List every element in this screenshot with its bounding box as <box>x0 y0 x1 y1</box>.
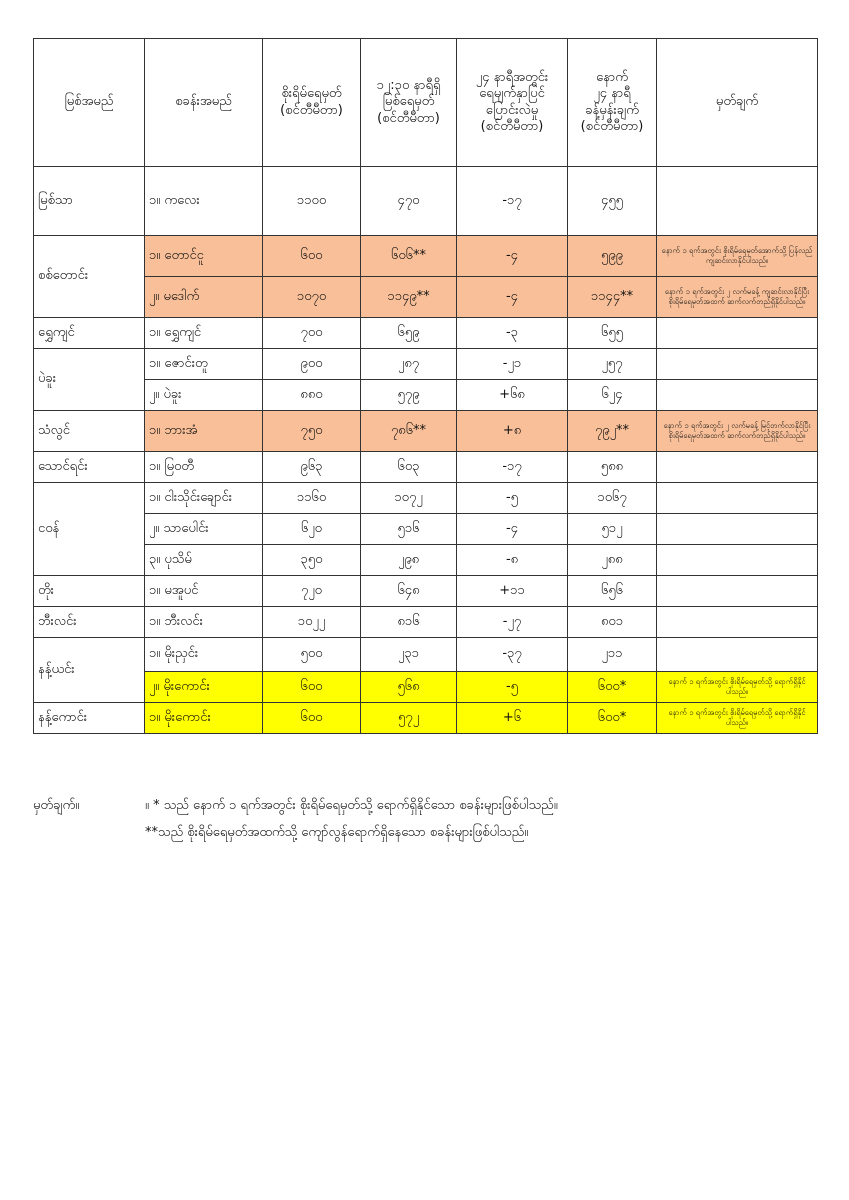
river-name-cell: သံလွင် <box>34 411 145 452</box>
change-cell: -၄ <box>457 514 568 545</box>
note-double-star: **သည် စိုးရိမ်ရေမှတ်အထက်သို့ ကျော်လွန်ရောက်ရှိနေသော စခန်းများဖြစ်ပါသည်။ <box>145 825 529 840</box>
table-row <box>34 318 818 349</box>
river-name-cell: နန့်ယင်း <box>34 638 145 703</box>
current-level-cell: ၄၇၀ <box>361 167 457 236</box>
forecast-cell: ၁၁၄၄** <box>568 277 657 318</box>
remark-cell <box>657 318 818 349</box>
danger-level-cell: ၆၂၀ <box>263 514 361 545</box>
change-cell: -၃ <box>457 318 568 349</box>
header-line: စိုးရိမ်ရေမှတ် <box>281 86 342 102</box>
header-line: စခန်းအမည် <box>175 94 232 110</box>
change-cell: -၅ <box>457 672 568 703</box>
station-name-cell: ၁။ ဇောင်းတူ <box>145 349 263 380</box>
table-row <box>34 703 818 734</box>
station-name-cell: ၂။ မဒေါက် <box>145 277 263 318</box>
table-row <box>34 167 818 236</box>
change-cell: -၂၁ <box>457 349 568 380</box>
forecast-cell: ၆၂၄ <box>568 380 657 411</box>
danger-level-cell: ၉၀၀ <box>263 349 361 380</box>
danger-level-cell: ၅၀၀ <box>263 638 361 672</box>
table-row <box>34 638 818 672</box>
header-line: (စင်တီမီတာ) <box>480 118 544 134</box>
header-line: ၂၄ နာရီအတွင်း <box>475 70 549 85</box>
station-name-cell: ၂။ ပဲခူး <box>145 380 263 411</box>
current-level-cell: ၅၇၂ <box>361 703 457 734</box>
river-name-cell: ပဲခူး <box>34 349 145 411</box>
table-row <box>34 607 818 638</box>
forecast-cell: ၄၅၅ <box>568 167 657 236</box>
station-name-cell: ၁။ တောင်ငူ <box>145 236 263 277</box>
forecast-cell: ၅၈၈ <box>568 452 657 483</box>
forecast-cell: ၅၁၂ <box>568 514 657 545</box>
danger-level-cell: ၃၅၀ <box>263 545 361 576</box>
forecast-cell: ၆၀၀* <box>568 703 657 734</box>
table-row <box>34 576 818 607</box>
remark-cell <box>657 638 818 672</box>
forecast-cell: ၁၀၆၇ <box>568 483 657 514</box>
current-level-cell: ၈၁၆ <box>361 607 457 638</box>
remark-cell <box>657 483 818 514</box>
current-level-cell: ၂၈၇ <box>361 349 457 380</box>
station-name-cell: ၁။ ဘားအံ <box>145 411 263 452</box>
danger-level-cell: ၉၆၃ <box>263 452 361 483</box>
forecast-cell: ၅၉၉ <box>568 236 657 277</box>
remark-cell: နောက် ၁ ရက်အတွင်း ၂ လက်မခန့် မြင့်တက်လာနိုင်ပြီး စိုးရိမ်ရေမှတ်အထက် ဆက်လက်တည်ရှိနိုင်ပါသည်။ <box>657 411 818 452</box>
current-level-cell: ၅၁၆ <box>361 514 457 545</box>
danger-level-cell: ၆၀၀ <box>263 236 361 277</box>
station-name-cell: ၂။ သာပေါင်း <box>145 514 263 545</box>
current-level-cell: ၁၁၄၉** <box>361 277 457 318</box>
table-row <box>34 236 818 277</box>
current-level-cell: ၂၃၁ <box>361 638 457 672</box>
river-name-cell: ဘီးလင်း <box>34 607 145 638</box>
header-24h-change <box>457 39 568 167</box>
remark-cell: နောက် ၁ ရက်အတွင်း စိုးရိမ်ရေမှတ်အောက်သို့ ပြန်လည် ကျဆင်းလာနိုင်ပါသည်။ <box>657 236 818 277</box>
change-cell: +၆၈ <box>457 380 568 411</box>
remark-cell <box>657 167 818 236</box>
station-name-cell: ၁။ ရွှေကျင် <box>145 318 263 349</box>
header-line: မှတ်ချက် <box>715 94 759 110</box>
forecast-cell: ၆၅၅ <box>568 318 657 349</box>
change-cell: -၁၇ <box>457 167 568 236</box>
header-row <box>34 39 818 167</box>
header-current-level <box>361 39 457 167</box>
change-cell: -၄ <box>457 236 568 277</box>
header-line: မြစ်ရေမှတ် <box>382 94 435 110</box>
river-name-cell: တိုး <box>34 576 145 607</box>
forecast-cell: ၇၉၂** <box>568 411 657 452</box>
forecast-cell: ၆၅၆ <box>568 576 657 607</box>
danger-level-cell: ၁၀၂၂ <box>263 607 361 638</box>
change-cell: -၁၇ <box>457 452 568 483</box>
danger-level-cell: ၁၁၀၀ <box>263 167 361 236</box>
change-cell: -၈ <box>457 545 568 576</box>
header-line: ၂၄ နာရီ <box>593 86 631 102</box>
station-name-cell: ၁။ မအူပင် <box>145 576 263 607</box>
river-water-level-table <box>33 38 818 734</box>
change-cell: +၁၁ <box>457 576 568 607</box>
danger-level-cell: ၁၀၇၀ <box>263 277 361 318</box>
remark-cell <box>657 380 818 411</box>
station-name-cell: ၂။ မိုးကောင်း <box>145 672 263 703</box>
river-name-cell: ရွှေကျင် <box>34 318 145 349</box>
table-row <box>34 380 818 411</box>
header-line: ၁၂:၃၀ နာရီရှိ <box>376 78 441 94</box>
forecast-cell: ၂၁၁ <box>568 638 657 672</box>
river-name-cell: မြစ်သာ <box>34 167 145 236</box>
current-level-cell: ၅၇၉ <box>361 380 457 411</box>
table-row <box>34 452 818 483</box>
change-cell: -၄ <box>457 277 568 318</box>
change-cell: -၂၇ <box>457 607 568 638</box>
river-name-cell: သောင်ရင်း <box>34 452 145 483</box>
header-line: နောက် <box>596 70 628 85</box>
forecast-cell: ၂၅၇ <box>568 349 657 380</box>
current-level-cell: ၆၀၆** <box>361 236 457 277</box>
header-forecast <box>568 39 657 167</box>
remark-cell: နောက် ၁ ရက်အတွင်း စိုးရိမ်ရေမှတ်သို့ ရောက်ရှိနိုင်ပါသည်။ <box>657 672 818 703</box>
current-level-cell: ၆၀၃ <box>361 452 457 483</box>
remark-cell <box>657 545 818 576</box>
current-level-cell: ၇၈၆** <box>361 411 457 452</box>
station-name-cell: ၁။ ဘီးလင်း <box>145 607 263 638</box>
change-cell: +၆ <box>457 703 568 734</box>
header-danger-level <box>263 39 361 167</box>
remark-cell <box>657 349 818 380</box>
table-row <box>34 514 818 545</box>
current-level-cell: ၆၅၉ <box>361 318 457 349</box>
table-row <box>34 672 818 703</box>
station-name-cell: ၁။ ကလေး <box>145 167 263 236</box>
header-river <box>34 39 145 167</box>
current-level-cell: ၆၄၈ <box>361 576 457 607</box>
remark-cell <box>657 576 818 607</box>
header-line: ခန့်မှန်းချက် <box>585 102 639 118</box>
table-row <box>34 411 818 452</box>
header-line: မြစ်အမည် <box>64 94 114 110</box>
table-body <box>34 167 818 734</box>
remark-cell: နောက် ၁ ရက်အတွင်း ၂ လက်မခန့် ကျဆင်းလာနိုင်ပြီး စိုးရိမ်ရေမှတ်အထက် ဆက်လက်တည်ရှိနိုင်ပါသည်။ <box>657 277 818 318</box>
remark-cell <box>657 452 818 483</box>
danger-level-cell: ၆၀၀ <box>263 672 361 703</box>
current-level-cell: ၁၀၇၂ <box>361 483 457 514</box>
forecast-cell: ၆၀၀* <box>568 672 657 703</box>
table-row <box>34 483 818 514</box>
river-name-cell: ငဝန် <box>34 483 145 576</box>
danger-level-cell: ၇၅၀ <box>263 411 361 452</box>
remark-cell: နောက် ၁ ရက်အတွင်း စိုးရိမ်ရေမှတ်သို့ ရောက်ရှိနိုင်ပါသည်။ <box>657 703 818 734</box>
header-line: (စင်တီမီတာ) <box>377 110 440 126</box>
table-row <box>34 545 818 576</box>
header-line: (စင်တီမီတာ) <box>280 102 343 118</box>
forecast-cell: ၂၈၈ <box>568 545 657 576</box>
forecast-cell: ၈၀၁ <box>568 607 657 638</box>
note-single-star: ။ * သည် နောက် ၁ ရက်အတွင်း စိုးရိမ်ရေမှတ်သို့ ရောက်ရှိနိုင်သော စခန်းများဖြစ်ပါသည်။ <box>145 798 558 813</box>
station-name-cell: ၁။ မိုးကောင်း <box>145 703 263 734</box>
remark-cell <box>657 514 818 545</box>
header-remark <box>657 39 818 167</box>
header-station <box>145 39 263 167</box>
change-cell: +၈ <box>457 411 568 452</box>
current-level-cell: ၅၆၈ <box>361 672 457 703</box>
river-name-cell: စစ်တောင်း <box>34 236 145 318</box>
station-name-cell: ၁။ မိုးညှင်း <box>145 638 263 672</box>
danger-level-cell: ၇၀၀ <box>263 318 361 349</box>
header-line: ရေမျက်နှာပြင် <box>479 86 545 102</box>
danger-level-cell: ၇၂၀ <box>263 576 361 607</box>
current-level-cell: ၂၉၈ <box>361 545 457 576</box>
table-row <box>34 277 818 318</box>
danger-level-cell: ၆၀၀ <box>263 703 361 734</box>
station-name-cell: ၃။ ပုသိမ် <box>145 545 263 576</box>
change-cell: -၃၇ <box>457 638 568 672</box>
header-line: (စင်တီမီတာ) <box>580 118 644 134</box>
river-name-cell: နန့်ကောင်း <box>34 703 145 734</box>
notes-label: မှတ်ချက်။ <box>33 798 80 813</box>
station-name-cell: ၁။ မြဝတီ <box>145 452 263 483</box>
change-cell: -၅ <box>457 483 568 514</box>
danger-level-cell: ၈၈၀ <box>263 380 361 411</box>
danger-level-cell: ၁၁၆၀ <box>263 483 361 514</box>
remark-cell <box>657 607 818 638</box>
station-name-cell: ၁။ ငါးသိုင်းချောင်း <box>145 483 263 514</box>
table-row <box>34 349 818 380</box>
header-line: ပြောင်းလဲမှု <box>485 102 539 118</box>
